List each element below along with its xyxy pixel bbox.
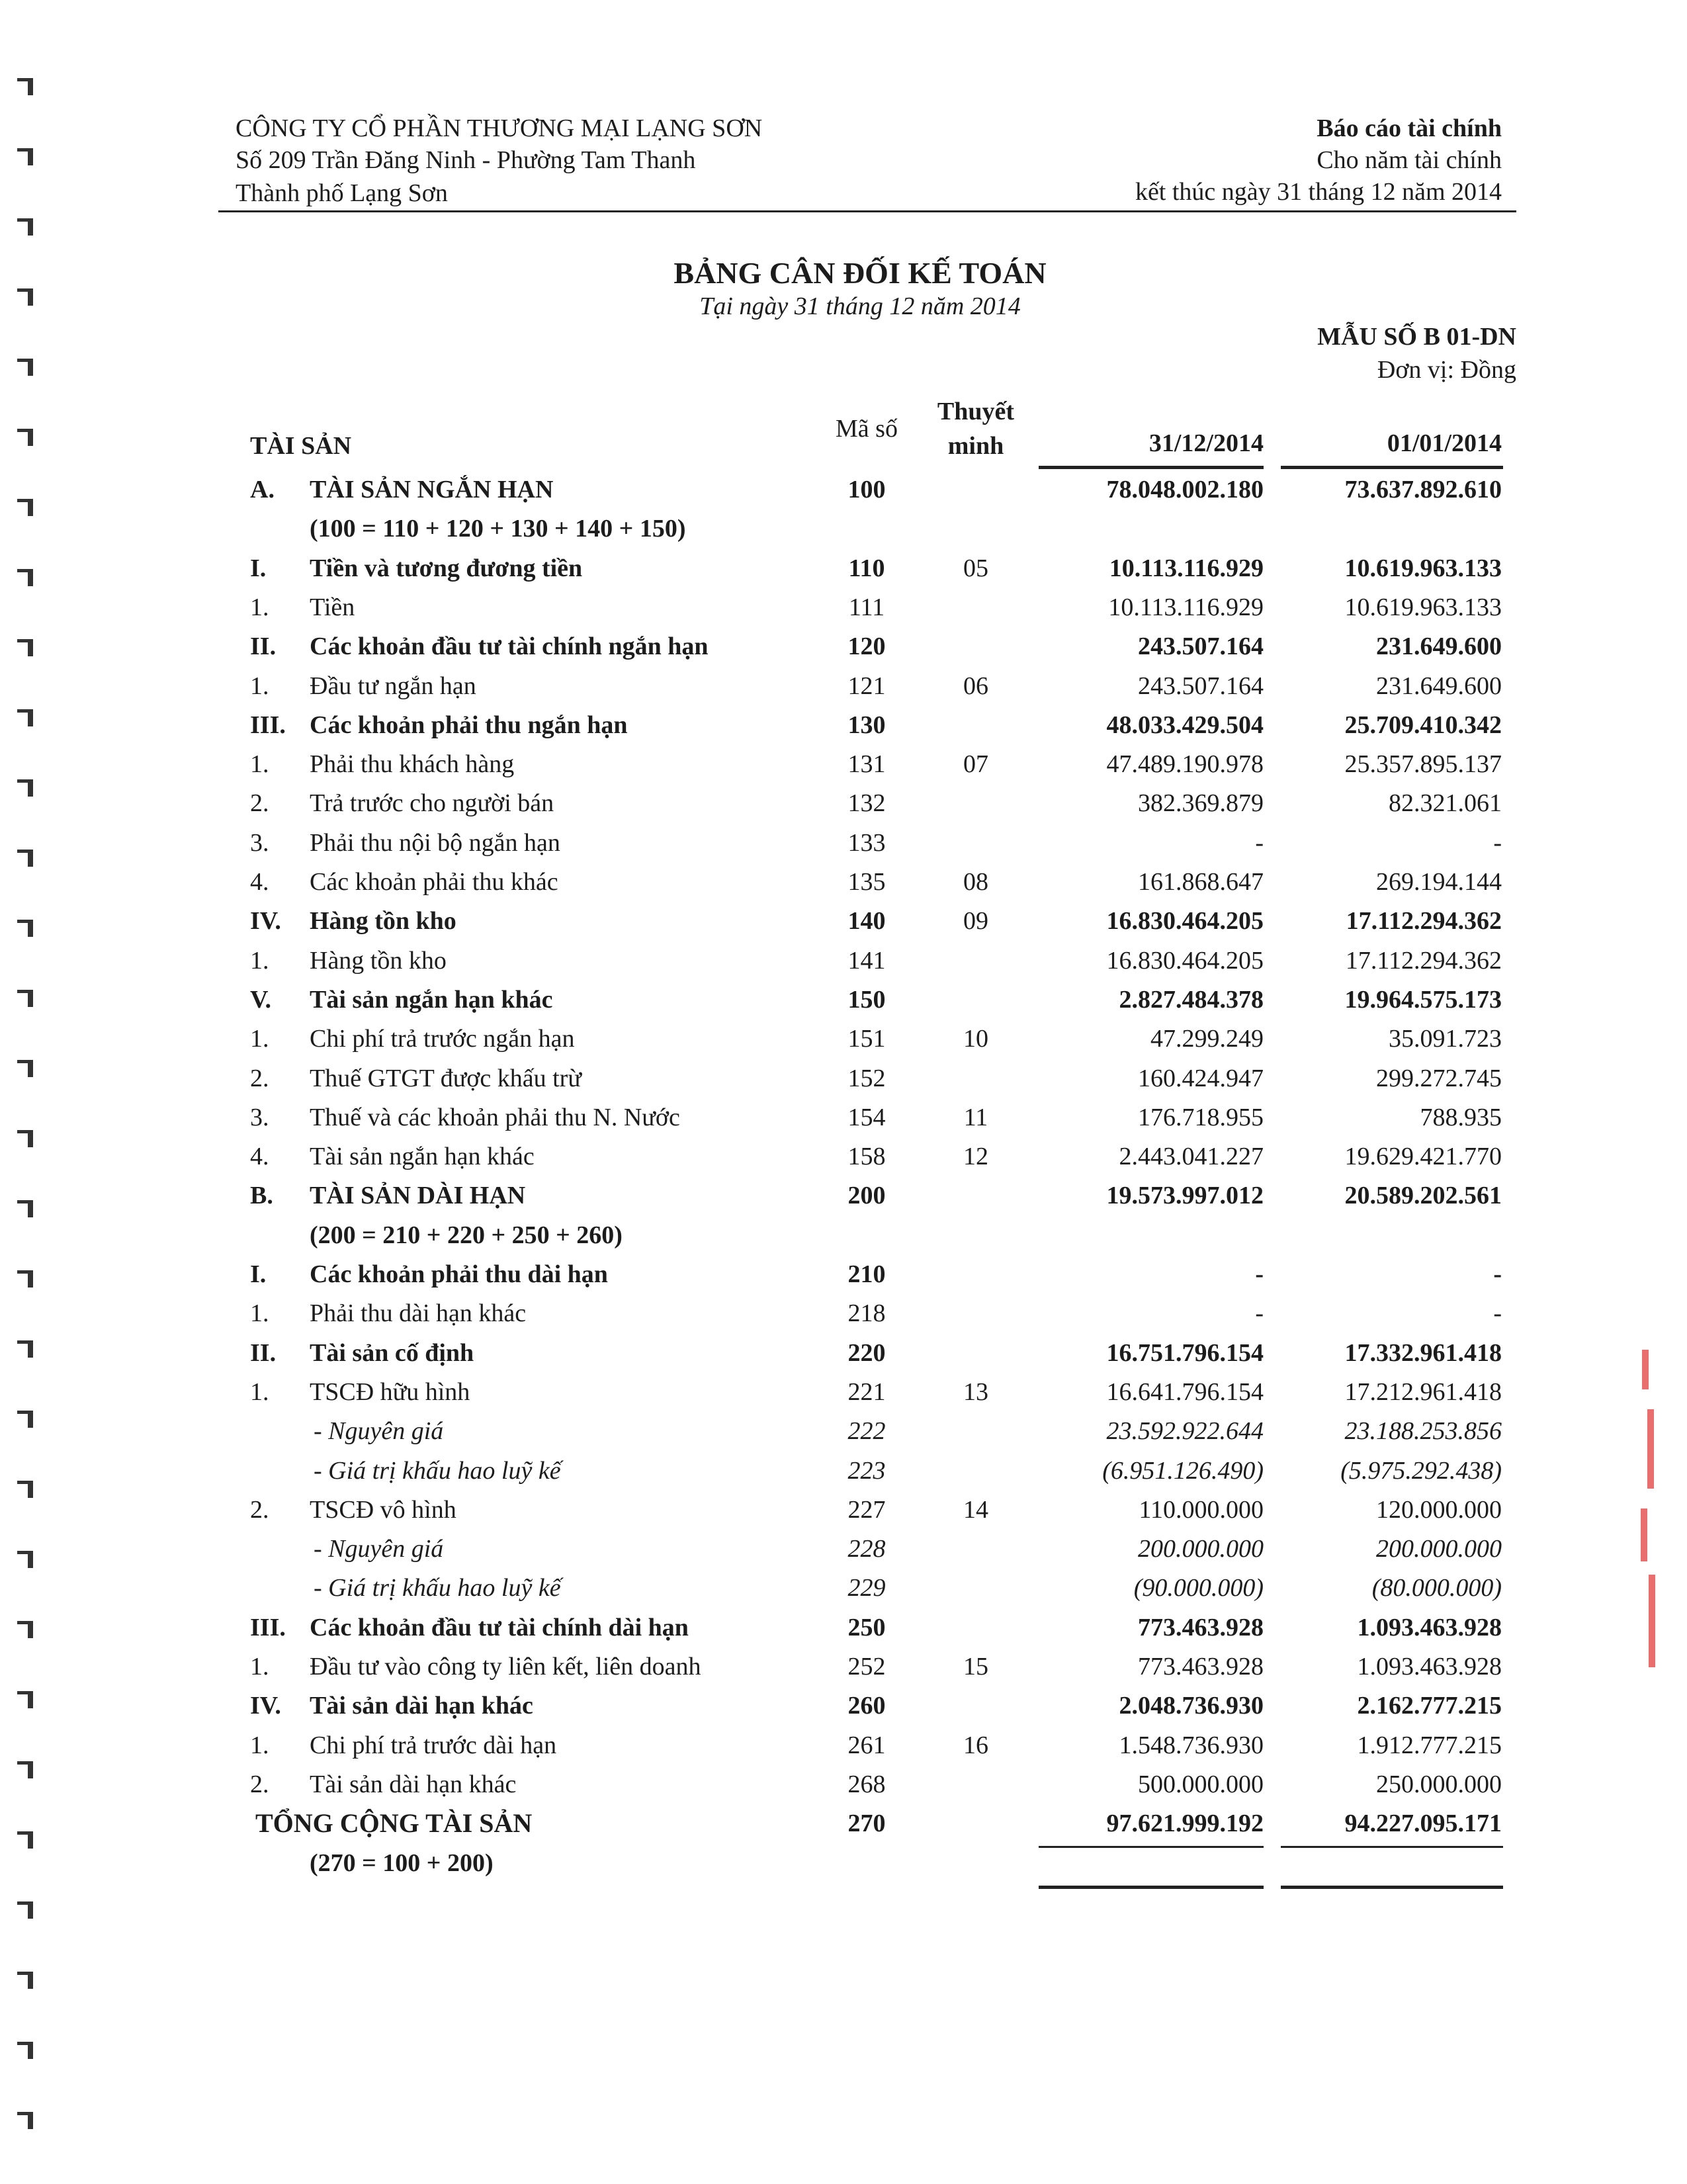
row-code: 218 <box>847 1299 886 1327</box>
row-value-2014-end: 16.830.464.205 <box>1106 947 1264 975</box>
row-code: 228 <box>847 1535 886 1563</box>
total-topline-1 <box>1039 1846 1264 1848</box>
table-row <box>0 942 1687 979</box>
column-header-2014-end: 31/12/2014 <box>1148 429 1264 457</box>
table-row <box>0 1845 1687 1882</box>
row-value-2014-start: 231.649.600 <box>1376 633 1502 660</box>
row-code: 151 <box>847 1025 886 1053</box>
row-value-2014-end: 773.463.928 <box>1138 1614 1264 1641</box>
row-value-2014-start: - <box>1493 1260 1502 1288</box>
row-label: Tiền và tương đương tiền <box>310 554 583 582</box>
row-value-2014-start: 2.162.777.215 <box>1357 1692 1502 1720</box>
row-value-2014-start: (5.975.292.438) <box>1340 1457 1502 1485</box>
row-value-2014-start: 1.912.777.215 <box>1357 1731 1502 1759</box>
row-value-2014-end: 2.443.041.227 <box>1119 1143 1264 1170</box>
row-label: Tiền <box>310 593 355 621</box>
row-value-2014-start: - <box>1493 829 1502 857</box>
column-header-note-line1: Thuyết <box>937 398 1015 425</box>
row-note: 05 <box>963 554 988 582</box>
row-note: 13 <box>963 1378 988 1406</box>
row-label: Đầu tư ngắn hạn <box>310 672 476 700</box>
row-value-2014-end: 16.641.796.154 <box>1106 1378 1264 1406</box>
row-label: Chi phí trả trước ngắn hạn <box>310 1025 575 1053</box>
row-label: (270 = 100 + 200) <box>310 1849 494 1877</box>
column-underline-1 <box>1039 466 1264 469</box>
row-label: Các khoản đầu tư tài chính dài hạn <box>310 1614 689 1641</box>
row-value-2014-end: 78.048.002.180 <box>1106 476 1264 503</box>
row-value-2014-end: - <box>1255 829 1264 857</box>
table-row <box>0 1452 1687 1489</box>
row-number: IV. <box>250 1692 281 1720</box>
table-row <box>0 1374 1687 1411</box>
row-number: II. <box>250 1339 277 1367</box>
row-value-2014-end: 160.424.947 <box>1138 1065 1264 1092</box>
row-code: 132 <box>847 789 886 817</box>
row-number: B. <box>250 1182 273 1209</box>
report-type: Báo cáo tài chính <box>1317 114 1502 142</box>
table-row <box>0 902 1687 939</box>
row-value-2014-end: 1.548.736.930 <box>1119 1731 1264 1759</box>
row-value-2014-start: (80.000.000) <box>1371 1574 1502 1602</box>
row-value-2014-end: - <box>1255 1260 1264 1288</box>
column-header-note-line2: minh <box>947 432 1004 460</box>
row-number: 1. <box>250 1653 269 1681</box>
row-code: 210 <box>847 1260 886 1288</box>
row-number: V. <box>250 986 272 1014</box>
table-row <box>0 1609 1687 1646</box>
row-label: - Giá trị khấu hao luỹ kế <box>314 1457 561 1485</box>
report-period-line1: Cho năm tài chính <box>1317 146 1502 174</box>
row-number: 2. <box>250 1496 269 1524</box>
row-label: TỔNG CỘNG TÀI SẢN <box>255 1808 533 1838</box>
row-label: Tài sản dài hạn khác <box>310 1692 533 1720</box>
row-label: Tài sản ngắn hạn khác <box>310 1143 535 1170</box>
row-code: 261 <box>847 1731 886 1759</box>
row-value-2014-start: 20.589.202.561 <box>1344 1182 1502 1209</box>
table-row <box>0 1491 1687 1528</box>
row-value-2014-end: 10.113.116.929 <box>1109 554 1264 582</box>
total-topline-2 <box>1281 1846 1503 1848</box>
row-label: Tài sản ngắn hạn khác <box>310 986 553 1014</box>
row-number: 1. <box>250 672 269 700</box>
table-row <box>0 1138 1687 1175</box>
row-value-2014-end: 2.048.736.930 <box>1119 1692 1264 1720</box>
row-value-2014-start: 10.619.963.133 <box>1344 593 1502 621</box>
row-value-2014-start: 788.935 <box>1420 1104 1502 1131</box>
row-label: Tài sản dài hạn khác <box>310 1770 517 1798</box>
table-row <box>0 1334 1687 1372</box>
column-header-2014-start: 01/01/2014 <box>1387 429 1502 457</box>
row-value-2014-end: 243.507.164 <box>1138 633 1264 660</box>
company-name: CÔNG TY CỔ PHẦN THƯƠNG MẠI LẠNG SƠN <box>236 114 763 142</box>
table-row <box>0 1648 1687 1685</box>
row-value-2014-start: 231.649.600 <box>1376 672 1502 700</box>
table-row <box>0 981 1687 1018</box>
row-value-2014-start: 25.357.895.137 <box>1344 750 1502 778</box>
row-value-2014-start: 17.332.961.418 <box>1344 1339 1502 1367</box>
table-row <box>0 1569 1687 1606</box>
row-code: 131 <box>847 750 886 778</box>
row-code: 150 <box>847 986 886 1014</box>
row-value-2014-end: 16.830.464.205 <box>1106 907 1264 935</box>
row-number: 1. <box>250 1025 269 1053</box>
row-value-2014-end: 110.000.000 <box>1139 1496 1264 1524</box>
binding-hole <box>15 2107 34 2129</box>
table-row <box>0 1805 1687 1842</box>
row-value-2014-end: 48.033.429.504 <box>1106 711 1264 739</box>
row-label: Phải thu nội bộ ngắn hạn <box>310 829 560 857</box>
row-code: 152 <box>847 1065 886 1092</box>
row-value-2014-start: 23.188.253.856 <box>1344 1417 1502 1445</box>
row-code: 158 <box>847 1143 886 1170</box>
row-code: 270 <box>847 1810 886 1837</box>
row-label: Đầu tư vào công ty liên kết, liên doanh <box>310 1653 701 1681</box>
row-code: 154 <box>847 1104 886 1131</box>
row-label: (200 = 210 + 220 + 250 + 260) <box>310 1221 623 1249</box>
row-code: 121 <box>847 672 886 700</box>
row-label: Hàng tồn kho <box>310 907 456 935</box>
form-number: MẪU SỐ B 01-DN <box>1317 323 1516 351</box>
row-value-2014-start: 82.321.061 <box>1389 789 1502 817</box>
row-number: 2. <box>250 1770 269 1798</box>
row-code: 133 <box>847 829 886 857</box>
table-row <box>0 1727 1687 1764</box>
row-value-2014-end: - <box>1255 1299 1264 1327</box>
row-number: 1. <box>250 947 269 975</box>
row-value-2014-start: 299.272.745 <box>1376 1065 1502 1092</box>
row-code: 130 <box>847 711 886 739</box>
row-value-2014-end: 382.369.879 <box>1138 789 1264 817</box>
row-code: 111 <box>848 593 885 621</box>
row-value-2014-start: 250.000.000 <box>1376 1770 1502 1798</box>
row-value-2014-end: 200.000.000 <box>1138 1535 1264 1563</box>
row-code: 222 <box>847 1417 886 1445</box>
total-underline-1 <box>1039 1886 1264 1889</box>
row-value-2014-end: 23.592.922.644 <box>1106 1417 1264 1445</box>
table-row <box>0 824 1687 861</box>
row-code: 268 <box>847 1770 886 1798</box>
row-value-2014-start: 25.709.410.342 <box>1344 711 1502 739</box>
row-value-2014-start: 10.619.963.133 <box>1344 554 1502 582</box>
binding-hole <box>15 1966 34 1989</box>
page-title: BẢNG CÂN ĐỐI KẾ TOÁN <box>673 256 1047 290</box>
table-row <box>0 707 1687 744</box>
column-header-code: Mã số <box>836 415 898 443</box>
row-label: Các khoản phải thu khác <box>310 868 558 896</box>
row-note: 12 <box>963 1143 988 1170</box>
row-label: TÀI SẢN NGẮN HẠN <box>310 476 554 503</box>
row-value-2014-end: 773.463.928 <box>1138 1653 1264 1681</box>
row-value-2014-start: 120.000.000 <box>1376 1496 1502 1524</box>
row-note: 06 <box>963 672 988 700</box>
table-row <box>0 746 1687 783</box>
row-value-2014-start: 269.194.144 <box>1376 868 1502 896</box>
table-row <box>0 628 1687 665</box>
row-label: - Nguyên giá <box>314 1417 444 1445</box>
row-label: Thuế và các khoản phải thu N. Nước <box>310 1104 680 1131</box>
row-value-2014-start: 19.964.575.173 <box>1344 986 1502 1014</box>
binding-hole <box>15 353 34 376</box>
row-value-2014-end: 500.000.000 <box>1138 1770 1264 1798</box>
row-label: TÀI SẢN DÀI HẠN <box>310 1182 526 1209</box>
row-number: III. <box>250 711 286 739</box>
row-value-2014-start: - <box>1493 1299 1502 1327</box>
table-row <box>0 1099 1687 1136</box>
table-row <box>0 550 1687 587</box>
table-row <box>0 1687 1687 1724</box>
row-label: Hàng tồn kho <box>310 947 447 975</box>
row-code: 260 <box>847 1692 886 1720</box>
row-number: 1. <box>250 1299 269 1327</box>
row-label: Phải thu dài hạn khác <box>310 1299 527 1327</box>
header-divider <box>218 210 1516 212</box>
table-row <box>0 589 1687 626</box>
table-row <box>0 1530 1687 1567</box>
row-number: 4. <box>250 1143 269 1170</box>
row-value-2014-start: 17.112.294.362 <box>1346 907 1502 935</box>
table-row <box>0 1295 1687 1332</box>
row-number: 3. <box>250 1104 269 1131</box>
row-value-2014-end: 176.718.955 <box>1138 1104 1264 1131</box>
row-label: TSCĐ hữu hình <box>310 1378 470 1406</box>
row-code: 110 <box>848 554 885 582</box>
row-value-2014-start: 73.637.892.610 <box>1344 476 1502 503</box>
row-value-2014-start: 1.093.463.928 <box>1357 1653 1502 1681</box>
unit-label: Đơn vị: Đồng <box>1377 356 1516 384</box>
row-code: 100 <box>847 476 886 503</box>
row-number: I. <box>250 554 267 582</box>
row-note: 09 <box>963 907 988 935</box>
row-note: 10 <box>963 1025 988 1053</box>
row-value-2014-start: 1.093.463.928 <box>1357 1614 1502 1641</box>
table-row <box>0 1217 1687 1254</box>
page-subtitle: Tại ngày 31 tháng 12 năm 2014 <box>699 292 1021 320</box>
row-number: 4. <box>250 868 269 896</box>
table-row <box>0 1177 1687 1214</box>
row-value-2014-end: 161.868.647 <box>1138 868 1264 896</box>
binding-hole <box>15 213 34 236</box>
row-value-2014-end: 10.113.116.929 <box>1108 593 1264 621</box>
table-row <box>0 1256 1687 1293</box>
row-value-2014-start: 19.629.421.770 <box>1344 1143 1502 1170</box>
row-label: (100 = 110 + 120 + 130 + 140 + 150) <box>310 515 686 543</box>
row-number: 2. <box>250 1065 269 1092</box>
row-code: 221 <box>847 1378 886 1406</box>
table-row <box>0 1060 1687 1097</box>
binding-hole <box>15 423 34 446</box>
row-note: 07 <box>963 750 988 778</box>
row-value-2014-start: 17.212.961.418 <box>1344 1378 1502 1406</box>
row-code: 252 <box>847 1653 886 1681</box>
binding-hole <box>15 283 34 306</box>
row-label: Các khoản đầu tư tài chính ngắn hạn <box>310 633 709 660</box>
binding-hole <box>15 73 34 95</box>
table-row <box>0 1413 1687 1450</box>
row-number: A. <box>250 476 275 503</box>
table-row <box>0 510 1687 547</box>
row-value-2014-start: 94.227.095.171 <box>1344 1810 1502 1837</box>
table-row <box>0 785 1687 822</box>
row-value-2014-end: 2.827.484.378 <box>1119 986 1264 1014</box>
row-note: 14 <box>963 1496 988 1524</box>
row-value-2014-start: 200.000.000 <box>1376 1535 1502 1563</box>
row-value-2014-end: 243.507.164 <box>1138 672 1264 700</box>
row-number: II. <box>250 633 277 660</box>
binding-hole <box>15 2036 34 2059</box>
row-code: 220 <box>847 1339 886 1367</box>
row-value-2014-start: 35.091.723 <box>1389 1025 1502 1053</box>
table-row <box>0 471 1687 508</box>
total-underline-2 <box>1281 1886 1503 1889</box>
row-code: 135 <box>847 868 886 896</box>
row-code: 141 <box>847 947 886 975</box>
row-number: 1. <box>250 1378 269 1406</box>
row-code: 120 <box>847 633 886 660</box>
row-label: Các khoản phải thu dài hạn <box>310 1260 608 1288</box>
row-number: I. <box>250 1260 267 1288</box>
company-city: Thành phố Lạng Sơn <box>236 179 448 207</box>
row-number: IV. <box>250 907 281 935</box>
table-row <box>0 863 1687 900</box>
row-code: 250 <box>847 1614 886 1641</box>
column-header-assets: TÀI SẢN <box>250 432 352 460</box>
table-row <box>0 1020 1687 1057</box>
row-number: 1. <box>250 1731 269 1759</box>
row-code: 227 <box>847 1496 886 1524</box>
row-label: Thuế GTGT được khấu trừ <box>310 1065 582 1092</box>
company-address: Số 209 Trần Đăng Ninh - Phường Tam Thanh <box>236 146 696 174</box>
row-note: 11 <box>963 1104 988 1131</box>
row-note: 15 <box>963 1653 988 1681</box>
row-note: 16 <box>963 1731 988 1759</box>
row-label: - Giá trị khấu hao luỹ kế <box>314 1574 561 1602</box>
table-row <box>0 668 1687 705</box>
row-value-2014-end: 19.573.997.012 <box>1106 1182 1264 1209</box>
row-label: - Nguyên giá <box>314 1535 444 1563</box>
table-row <box>0 1766 1687 1803</box>
row-label: Các khoản phải thu ngắn hạn <box>310 711 628 739</box>
row-number: 3. <box>250 829 269 857</box>
row-code: 200 <box>847 1182 886 1209</box>
row-value-2014-end: 47.489.190.978 <box>1106 750 1264 778</box>
row-code: 223 <box>847 1457 886 1485</box>
row-code: 229 <box>847 1574 886 1602</box>
binding-hole <box>15 1896 34 1919</box>
row-label: Chi phí trả trước dài hạn <box>310 1731 557 1759</box>
row-label: TSCĐ vô hình <box>310 1496 456 1524</box>
row-value-2014-end: (90.000.000) <box>1133 1574 1264 1602</box>
row-label: Trả trước cho người bán <box>310 789 554 817</box>
row-note: 08 <box>963 868 988 896</box>
row-number: III. <box>250 1614 286 1641</box>
column-underline-2 <box>1281 466 1503 469</box>
row-number: 1. <box>250 593 269 621</box>
row-value-2014-end: 16.751.796.154 <box>1106 1339 1264 1367</box>
row-value-2014-end: 47.299.249 <box>1150 1025 1264 1053</box>
row-value-2014-end: (6.951.126.490) <box>1102 1457 1264 1485</box>
row-number: 2. <box>250 789 269 817</box>
row-number: 1. <box>250 750 269 778</box>
binding-hole <box>15 143 34 165</box>
report-period-line2: kết thúc ngày 31 tháng 12 năm 2014 <box>1135 178 1502 206</box>
row-value-2014-end: 97.621.999.192 <box>1106 1810 1264 1837</box>
row-value-2014-start: 17.112.294.362 <box>1345 947 1502 975</box>
row-label: Phải thu khách hàng <box>310 750 515 778</box>
row-label: Tài sản cố định <box>310 1339 474 1367</box>
row-code: 140 <box>847 907 886 935</box>
